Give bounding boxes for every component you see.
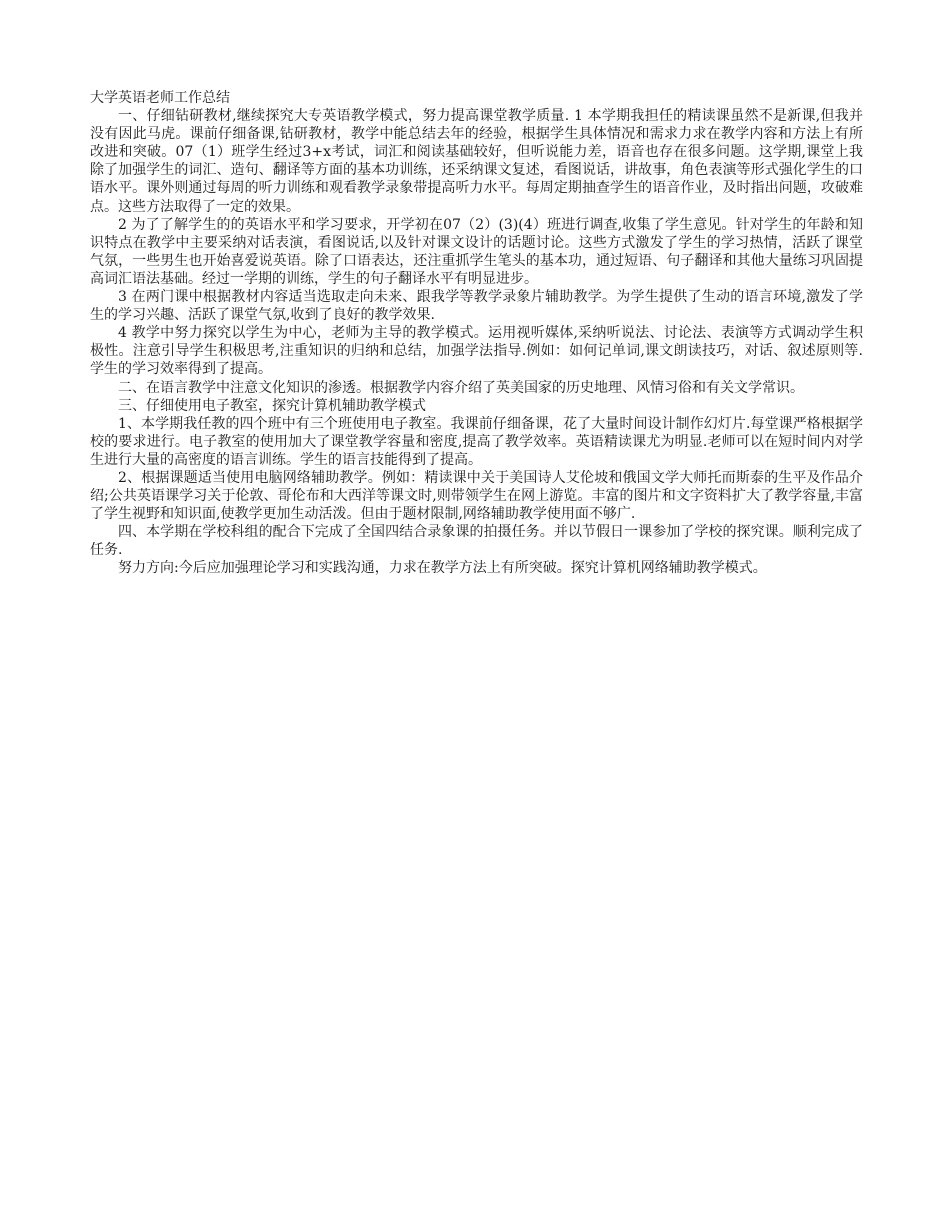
paragraph-4: 4 教学中努力探究以学生为中心，老师为主导的教学模式。运用视听媒体,采纳听说法、讨论法、表演等方式调动学生积极性。注意引导学生积极思考,注重知识的归纳和总结，加强学法指导.例如：如何记单词,课文朗读技巧，对话、叙述原则等.学生的学习效率得到了提高。 xyxy=(90,325,863,378)
paragraph-3: 3 在两门课中根据教材内容适当选取走向未来、跟我学等教学录象片辅助教学。为学生提供了生动的语言环境,激发了学生的学习兴趣、活跃了课堂气氛,收到了良好的教学效果. xyxy=(90,289,863,324)
paragraph-5: 二、在语言教学中注意文化知识的渗透。根据教学内容介绍了英美国家的历史地理、风情习俗和有关文学常识。 xyxy=(118,379,804,396)
paragraph-9: 四、本学期在学校科组的配合下完成了全国四结合录象课的拍摄任务。并以节假日一课参加了学校的探究课。顺利完成了任务. xyxy=(90,524,863,559)
paragraph-10: 努力方向:今后应加强理论学习和实践沟通，力求在教学方法上有所突破。探究计算机网络辅助教学模式。 xyxy=(118,560,767,577)
document-page xyxy=(90,89,863,578)
paragraph-7: 1、本学期我任教的四个班中有三个班使用电子教室。我课前仔细备课，花了大量时间设计制作幻灯片.每堂课严格根据学校的要求进行。电子教室的使用加大了课堂教学容量和密度,提高了教学效率。英语精读课尤为明显.老师可以在短时间内对学生进行大量的高密度的语言训练。学生的语言技能得到了提高。 xyxy=(90,415,863,468)
paragraph-8: 2、根据课题适当使用电脑网络辅助教学。例如：精读课中关于美国诗人艾伦坡和俄国文学大师托而斯泰的生平及作品介绍;公共英语课学习关于伦敦、哥伦布和大西洋等课文时,则带领学生在网上游览。丰富的图片和文字资料扩大了教学容量,丰富了学生视野和知识面,使教学更加生动活泼。但由于题材限制,网络辅助教学使用面不够广. xyxy=(90,469,863,523)
document-title: 大学英语老师工作总结 xyxy=(90,90,230,106)
paragraph-2: 2 为了了解学生的的英语水平和学习要求，开学初在07（2）(3)(4）班进行调查,收集了学生意见。针对学生的年龄和知识特点在教学中主要采纳对话表演，看图说话,以及针对课文设计的话题讨论。这些方式激发了学生的学习热情，活跃了课堂气氛，一些男生也开始喜爱说英语。除了口语表达，还注重抓学生笔头的基本功，通过短语、句子翻译和其他大量练习巩固提高词汇语法基础。经过一学期的训练，学生的句子翻译水平有明显进步。 xyxy=(90,216,863,287)
paragraph-6: 三、仔细使用电子教室，探究计算机辅助教学模式 xyxy=(118,397,426,414)
paragraph-1: 一、仔细钻研教材,继续探究大专英语教学模式，努力提高课堂教学质量. 1 本学期我担任的精读课虽然不是新课,但我并没有因此马虎。课前仔细备课,钻研教材，教学中能总结去年的经验，根据学生具体情况和需求力求在教学内容和方法上有所改进和突破。07（1）班学生经过3+x考试，词汇和阅读基础较好，但听说能力差，语音也存在很多问题。这学期,课堂上我除了加强学生的词汇、造句、翻译等方面的基本功训练，还采纳课文复述，看图说话，讲故事，角色表演等形式强化学生的口语水平。课外则通过每周的听力训练和观看教学录象带提高听力水平。每周定期抽查学生的语音作业，及时指出问题，攻破难点。这些方法取得了一定的效果。 xyxy=(90,108,863,215)
